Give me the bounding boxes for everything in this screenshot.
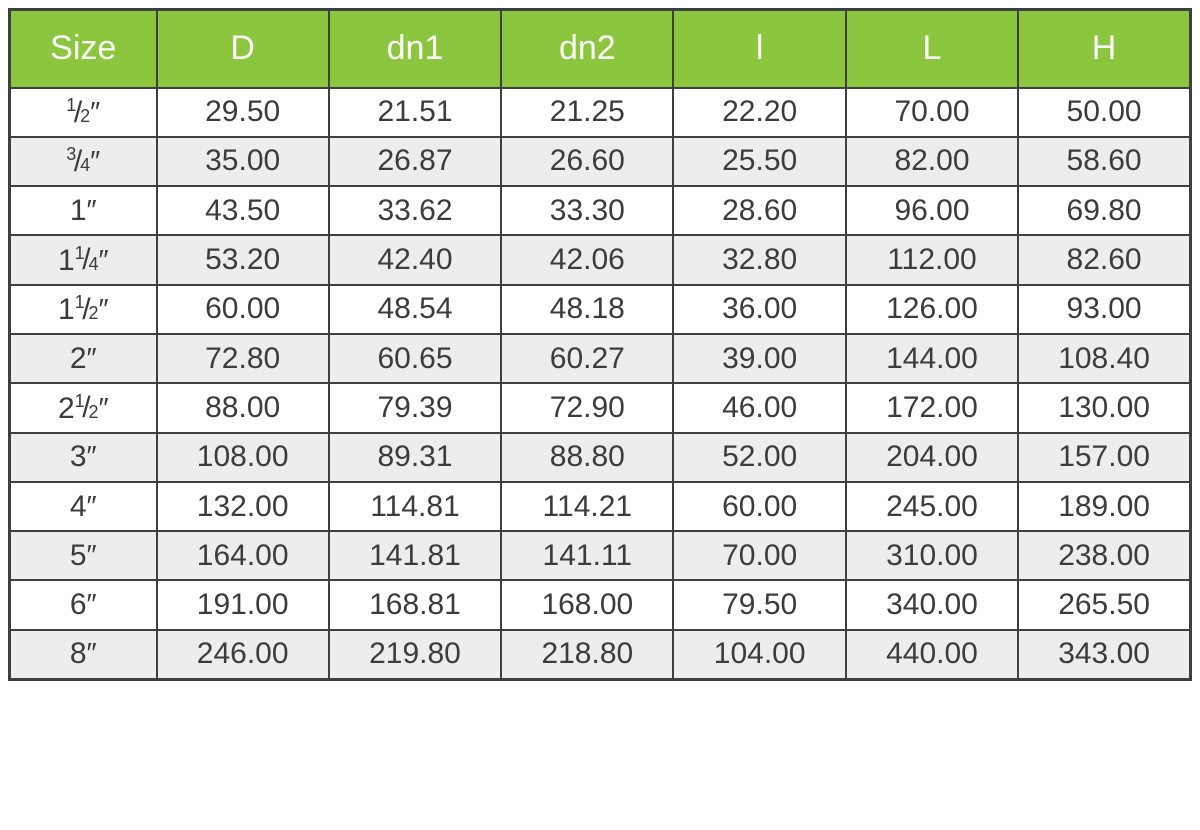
inch-mark: ″ — [86, 490, 97, 523]
value-cell: 22.20 — [673, 88, 845, 137]
table-body — [10, 88, 1191, 680]
inch-mark: ″ — [98, 244, 109, 277]
size-cell — [10, 186, 157, 235]
inch-mark: ″ — [86, 441, 97, 474]
fraction-numerator: 3 — [66, 144, 76, 165]
value-cell: 157.00 — [1018, 433, 1190, 482]
value-cell: 26.60 — [501, 137, 673, 186]
size-whole-number: 3 — [69, 440, 87, 474]
table-row — [10, 482, 1191, 531]
value-cell: 36.00 — [673, 285, 845, 334]
value-cell: 130.00 — [1018, 383, 1190, 432]
column-header-size: Size — [10, 10, 157, 88]
size-whole-number: 2 — [69, 341, 87, 375]
value-cell: 96.00 — [846, 186, 1018, 235]
value-cell: 265.50 — [1018, 580, 1190, 629]
table-row — [10, 383, 1191, 432]
size-cell — [10, 235, 157, 284]
inch-mark: ″ — [90, 96, 101, 129]
table-row — [10, 186, 1191, 235]
value-cell: 25.50 — [673, 137, 845, 186]
value-cell: 72.90 — [501, 383, 673, 432]
inch-mark: ″ — [98, 293, 109, 326]
table-row — [10, 285, 1191, 334]
value-cell: 29.50 — [157, 88, 329, 137]
value-cell: 82.60 — [1018, 235, 1190, 284]
value-cell: 42.06 — [501, 235, 673, 284]
value-cell: 53.20 — [157, 235, 329, 284]
inch-mark: ″ — [86, 342, 97, 375]
value-cell: 219.80 — [329, 630, 501, 679]
fraction-denominator: 2 — [88, 401, 99, 422]
size-whole-number: 4 — [69, 489, 87, 523]
dimension-spec-table — [8, 8, 1192, 681]
value-cell: 52.00 — [673, 433, 845, 482]
size-whole-number: 8 — [69, 637, 87, 671]
inch-mark: ″ — [86, 589, 97, 622]
size-cell — [10, 88, 157, 137]
fraction-numerator: 1 — [74, 242, 85, 263]
value-cell: 141.11 — [501, 531, 673, 580]
value-cell: 48.54 — [329, 285, 501, 334]
column-header-l-lower: l — [673, 10, 845, 88]
value-cell: 189.00 — [1018, 482, 1190, 531]
value-cell: 28.60 — [673, 186, 845, 235]
value-cell: 112.00 — [846, 235, 1018, 284]
fraction-denominator: 4 — [80, 154, 91, 175]
table-row — [10, 531, 1191, 580]
size-cell — [10, 433, 157, 482]
value-cell: 126.00 — [846, 285, 1018, 334]
header-row — [10, 10, 1191, 88]
fraction-numerator: 1 — [66, 94, 76, 115]
fraction-numerator: 1 — [74, 291, 85, 312]
value-cell: 218.80 — [501, 630, 673, 679]
value-cell: 164.00 — [157, 531, 329, 580]
size-cell — [10, 531, 157, 580]
value-cell: 21.25 — [501, 88, 673, 137]
value-cell: 70.00 — [673, 531, 845, 580]
size-whole-number: 2 — [57, 391, 75, 425]
size-cell — [10, 482, 157, 531]
size-whole-number: 6 — [69, 588, 87, 622]
column-header-l-upper: L — [846, 10, 1018, 88]
value-cell: 440.00 — [846, 630, 1018, 679]
value-cell: 33.62 — [329, 186, 501, 235]
value-cell: 58.60 — [1018, 137, 1190, 186]
size-cell — [10, 630, 157, 679]
table-row — [10, 88, 1191, 137]
fraction-slash: / — [73, 144, 83, 178]
table-row — [10, 235, 1191, 284]
value-cell: 204.00 — [846, 433, 1018, 482]
value-cell: 310.00 — [846, 531, 1018, 580]
column-header-dn1: dn1 — [329, 10, 501, 88]
size-cell — [10, 383, 157, 432]
value-cell: 104.00 — [673, 630, 845, 679]
value-cell: 144.00 — [846, 334, 1018, 383]
fraction-slash: / — [82, 292, 91, 326]
table-row — [10, 334, 1191, 383]
value-cell: 82.00 — [846, 137, 1018, 186]
value-cell: 191.00 — [157, 580, 329, 629]
value-cell: 246.00 — [157, 630, 329, 679]
value-cell: 114.81 — [329, 482, 501, 531]
value-cell: 108.40 — [1018, 334, 1190, 383]
table-header — [10, 10, 1191, 88]
value-cell: 168.00 — [501, 580, 673, 629]
size-cell — [10, 137, 157, 186]
value-cell: 33.30 — [501, 186, 673, 235]
inch-mark: ″ — [86, 539, 97, 572]
size-cell — [10, 580, 157, 629]
size-whole-number: 1 — [57, 243, 75, 277]
value-cell: 60.27 — [501, 334, 673, 383]
table-row — [10, 433, 1191, 482]
inch-mark: ″ — [90, 145, 101, 178]
size-whole-number: 1 — [69, 193, 87, 227]
table-row — [10, 137, 1191, 186]
value-cell: 238.00 — [1018, 531, 1190, 580]
fraction-denominator: 4 — [88, 253, 99, 274]
value-cell: 79.50 — [673, 580, 845, 629]
value-cell: 88.80 — [501, 433, 673, 482]
value-cell: 43.50 — [157, 186, 329, 235]
value-cell: 340.00 — [846, 580, 1018, 629]
fraction-slash: / — [82, 391, 91, 425]
fraction-denominator: 2 — [88, 302, 99, 323]
size-cell — [10, 285, 157, 334]
value-cell: 60.00 — [157, 285, 329, 334]
value-cell: 50.00 — [1018, 88, 1190, 137]
column-header-d: D — [157, 10, 329, 88]
value-cell: 39.00 — [673, 334, 845, 383]
size-whole-number: 1 — [57, 292, 75, 326]
table-row — [10, 630, 1191, 679]
fraction-slash: / — [73, 95, 83, 129]
value-cell: 42.40 — [329, 235, 501, 284]
value-cell: 60.00 — [673, 482, 845, 531]
value-cell: 72.80 — [157, 334, 329, 383]
value-cell: 141.81 — [329, 531, 501, 580]
value-cell: 88.00 — [157, 383, 329, 432]
fraction-numerator: 1 — [74, 390, 85, 411]
value-cell: 35.00 — [157, 137, 329, 186]
value-cell: 168.81 — [329, 580, 501, 629]
value-cell: 172.00 — [846, 383, 1018, 432]
value-cell: 26.87 — [329, 137, 501, 186]
inch-mark: ″ — [86, 194, 97, 227]
value-cell: 93.00 — [1018, 285, 1190, 334]
value-cell: 108.00 — [157, 433, 329, 482]
value-cell: 245.00 — [846, 482, 1018, 531]
table-row — [10, 580, 1191, 629]
value-cell: 114.21 — [501, 482, 673, 531]
value-cell: 79.39 — [329, 383, 501, 432]
fraction-denominator: 2 — [80, 105, 91, 126]
size-whole-number: 5 — [69, 538, 87, 572]
inch-mark: ″ — [86, 638, 97, 671]
column-header-dn2: dn2 — [501, 10, 673, 88]
value-cell: 70.00 — [846, 88, 1018, 137]
value-cell: 69.80 — [1018, 186, 1190, 235]
value-cell: 46.00 — [673, 383, 845, 432]
value-cell: 343.00 — [1018, 630, 1190, 679]
value-cell: 32.80 — [673, 235, 845, 284]
value-cell: 132.00 — [157, 482, 329, 531]
value-cell: 60.65 — [329, 334, 501, 383]
column-header-h: H — [1018, 10, 1190, 88]
size-cell — [10, 334, 157, 383]
fraction-slash: / — [82, 243, 91, 277]
value-cell: 21.51 — [329, 88, 501, 137]
inch-mark: ″ — [98, 392, 109, 425]
value-cell: 89.31 — [329, 433, 501, 482]
value-cell: 48.18 — [501, 285, 673, 334]
